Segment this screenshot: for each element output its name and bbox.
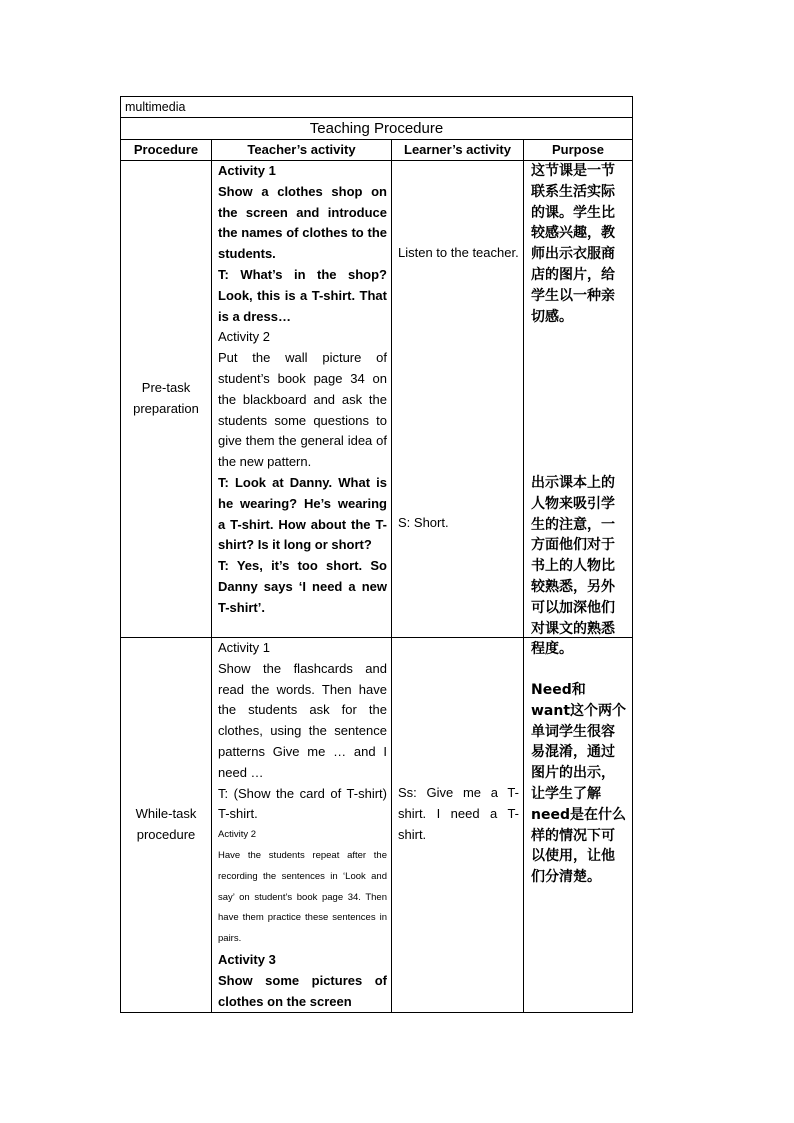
pre-activity2-dialogue1: T: Look at Danny. What is he wearing? He’s wearing a T-shirt. How about the T-shirt? Is it long or short? — [218, 474, 387, 553]
while-activity1-title: Activity 1 — [218, 640, 271, 655]
header-row — [121, 140, 633, 161]
pre-activity2-dialogue2: T: Yes, it’s too short. So Danny says ‘I need a new T-shirt’. — [218, 558, 387, 615]
pre-learner2: S: Short. — [398, 515, 449, 530]
resource-row — [121, 97, 633, 118]
pre-task-learner-activity — [392, 161, 524, 638]
pre-learner1: Listen to the teacher. — [398, 245, 519, 260]
while-learner1: Ss: Give me a T-shirt. I need a T-shirt. — [398, 785, 519, 842]
title-row — [121, 118, 633, 140]
resource-cell: multimedia — [121, 97, 633, 118]
pre-purpose2: 出示课本上的人物来吸引学生的注意，一方面他们对于书上的人物比较熟悉，另外可以加深他们对课文的熟悉程度。 — [531, 475, 615, 658]
header-procedure: Procedure — [121, 140, 212, 161]
pre-task-row — [121, 161, 633, 638]
pre-activity1-text: Show a clothes shop on the screen and introduce the names of clothes to the students. — [218, 183, 387, 262]
teaching-plan-document — [120, 96, 632, 1013]
while-activity3-text: Show some pictures of clothes on the screen — [218, 972, 387, 1009]
pre-task-purpose — [524, 161, 633, 658]
pre-activity1-dialogue: T: What’s in the shop? Look, this is a T-shirt. That is a dress… — [218, 266, 387, 324]
pre-activity2-title: Activity 2 — [218, 329, 271, 345]
pre-task-teacher-activity — [212, 161, 392, 638]
while-task-purpose — [524, 638, 633, 1013]
pre-activity1-title: Activity 1 — [218, 163, 276, 178]
while-task-teacher-activity — [212, 638, 392, 1013]
while-activity1-dialogue: T: (Show the card of T-shirt) T-shirt. — [218, 785, 387, 822]
while-activity3-title: Activity 3 — [218, 951, 276, 967]
header-learner-activity: Learner’s activity — [392, 140, 524, 161]
while-task-procedure — [121, 638, 212, 1013]
while-purpose1: Need和 want这个两个单词学生很容易混淆，通过图片的出示，让学生了解need是在什么样的情况下可以使用，让他们分清楚。 — [531, 682, 627, 886]
section-title: Teaching Procedure — [121, 118, 633, 140]
teaching-procedure-table — [120, 96, 633, 1013]
while-activity1-text: Show the flashcards and read the words. Then have the students ask for the clothes, using the sentence patterns Give me … and I need … — [218, 660, 387, 780]
while-task-learner-activity — [392, 638, 524, 1013]
while-activity2-text: Have the students repeat after the recording the sentences in ‘Look and say’ on student’s book page 34. Then have them practice these sentences in pairs. — [218, 849, 387, 945]
while-activity2-title: Activity 2 — [218, 829, 257, 841]
header-teacher-activity: Teacher’s activity — [212, 140, 392, 161]
pre-task-procedure — [121, 161, 212, 638]
while-task-procedure-label: While-task procedure — [135, 806, 197, 843]
while-task-row — [121, 638, 633, 1013]
pre-purpose1: 这节课是一节联系生活实际的课。学生比较感兴趣，教师出示衣服商店的图片，给学生以一种亲切感。 — [531, 163, 615, 325]
pre-task-procedure-label: Pre-task preparation — [133, 380, 199, 416]
pre-activity2-text: Put the wall picture of student’s book page 34 on the blackboard and ask the students some questions to give them the general idea of the new pattern. — [218, 350, 387, 470]
header-purpose: Purpose — [524, 140, 633, 161]
